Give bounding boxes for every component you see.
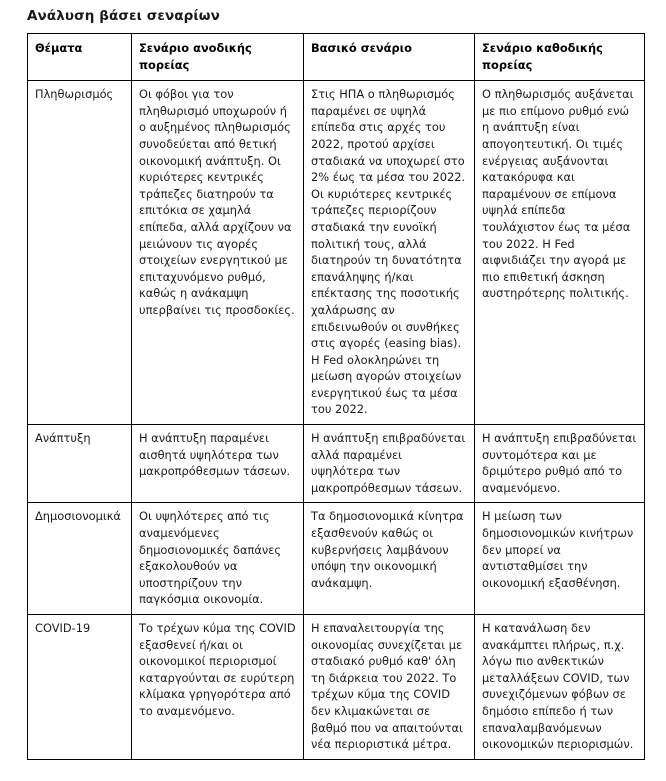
row-topic-growth: Ανάπτυξη	[28, 425, 132, 503]
cell-growth-upside: Η ανάπτυξη παραμένει αισθητά υψηλότερα των μακροπρόθεσμων τάσεων.	[132, 425, 304, 503]
row-topic-covid19: COVID-19	[28, 615, 132, 760]
column-header-topics: Θέματα	[28, 34, 132, 81]
cell-inflation-upside: Οι φόβοι για τον πληθωρισμό υποχωρούν ή ο αυξημένος πληθωρισμός συνοδεύεται από θετική οικονομική ανάπτυξη. Οι κυριότερες κεντρικές τράπεζες διατηρούν τα επιτόκια σε χαμηλά επίπεδα, αλλά αρχίζουν να μειώνουν τις αγορές στοιχείων ενεργητικού με επιταχυνόμενο ρυθμό, καθώς η ανάκαμψη υπερβαίνει τις προσδοκίες.	[132, 81, 304, 425]
cell-growth-downside: Η ανάπτυξη επιβραδύνεται συντομότερα και με δριμύτερο ρυθμό από το αναμενόμενο.	[475, 425, 645, 503]
cell-growth-base: Η ανάπτυξη επιβραδύνεται αλλά παραμένει υψηλότερα των μακροπρόθεσμων τάσεων.	[304, 425, 475, 503]
column-header-upside-scenario: Σενάριο ανοδικής πορείας	[132, 34, 304, 81]
scenario-analysis-table-container	[27, 33, 644, 760]
cell-fiscal-downside: Η μείωση των δημοσιονομικών κινήτρων δεν μπορεί να αντισταθμίσει την οικονομική εξασθένηση.	[475, 503, 645, 615]
table-header	[28, 34, 645, 81]
row-topic-fiscal: Δημοσιονομικά	[28, 503, 132, 615]
table-row	[28, 615, 645, 760]
cell-covid19-base: Η επαναλειτουργία της οικονομίας συνεχίζεται με σταδιακό ρυθμό καθ' όλη τη διάρκεια του 2022. Το τρέχων κύμα της COVID δεν κλιμακώνεται σε βαθμό που να απαιτούνται νέα περιοριστικά μέτρα.	[304, 615, 475, 760]
table-body	[28, 81, 645, 760]
cell-inflation-downside: Ο πληθωρισμός αυξάνεται με πιο επίμονο ρυθμό ενώ η ανάπτυξη είναι απογοητευτική. Οι τιμές ενέργειας αυξάνονται κατακόρυφα και παραμένουν σε επίμονα υψηλά επίπεδα τουλάχιστον έως τα μέσα του 2022. Η Fed αιφνιδιάζει την αγορά με πιο επιθετική άσκηση αυστηρότερης πολιτικής.	[475, 81, 645, 425]
cell-inflation-base: Στις ΗΠΑ ο πληθωρισμός παραμένει σε υψηλά επίπεδα στις αρχές του 2022, προτού αρχίσει σταδιακά να υποχωρεί στο 2% έως τα μέσα του 2022. Οι κυριότερες κεντρικές τράπεζες περιορίζουν σταδιακά την ευνοϊκή πολιτική τους, αλλά διατηρούν τη δυνατότητα επανάληψης ή/και επέκτασης της ποσοτικής χαλάρωσης αν επιδεινωθούν οι συνθήκες στις αγορές (easing bias). Η Fed ολοκληρώνει τη μείωση αγορών στοιχείων ενεργητικού έως τα μέσα του 2022.	[304, 81, 475, 425]
column-header-base-scenario: Βασικό σενάριο	[304, 34, 475, 81]
table-row	[28, 503, 645, 615]
cell-fiscal-base: Τα δημοσιονομικά κίνητρα εξασθενούν καθώς οι κυβερνήσεις λαμβάνουν υπόψη την οικονομική ανάκαμψη.	[304, 503, 475, 615]
column-header-downside-scenario: Σενάριο καθοδικής πορείας	[475, 34, 645, 81]
table-row	[28, 81, 645, 425]
table-header-row	[28, 34, 645, 81]
page-title: Ανάλυση βάσει σεναρίων	[27, 8, 220, 24]
cell-covid19-upside: Το τρέχων κύμα της COVID εξασθενεί ή/και οι οικονομικοί περιορισμοί καταργούνται σε ευρύτερη κλίμακα γρηγορότερα από το αναμενόμενο.	[132, 615, 304, 760]
scenario-analysis-table	[27, 33, 645, 760]
cell-fiscal-upside: Οι υψηλότερες από τις αναμενόμενες δημοσιονομικές δαπάνες εξακολουθούν να υποστηρίζουν την παγκόσμια οικονομία.	[132, 503, 304, 615]
table-row	[28, 425, 645, 503]
row-topic-inflation: Πληθωρισμός	[28, 81, 132, 425]
cell-covid19-downside: Η κατανάλωση δεν ανακάμπτει πλήρως, π.χ. λόγω πιο ανθεκτικών μεταλλάξεων COVID, των συνεχιζόμενων φόβων σε δημόσιο επίπεδο ή των επαναλαμβανόμενων οικονομικών περιορισμών.	[475, 615, 645, 760]
